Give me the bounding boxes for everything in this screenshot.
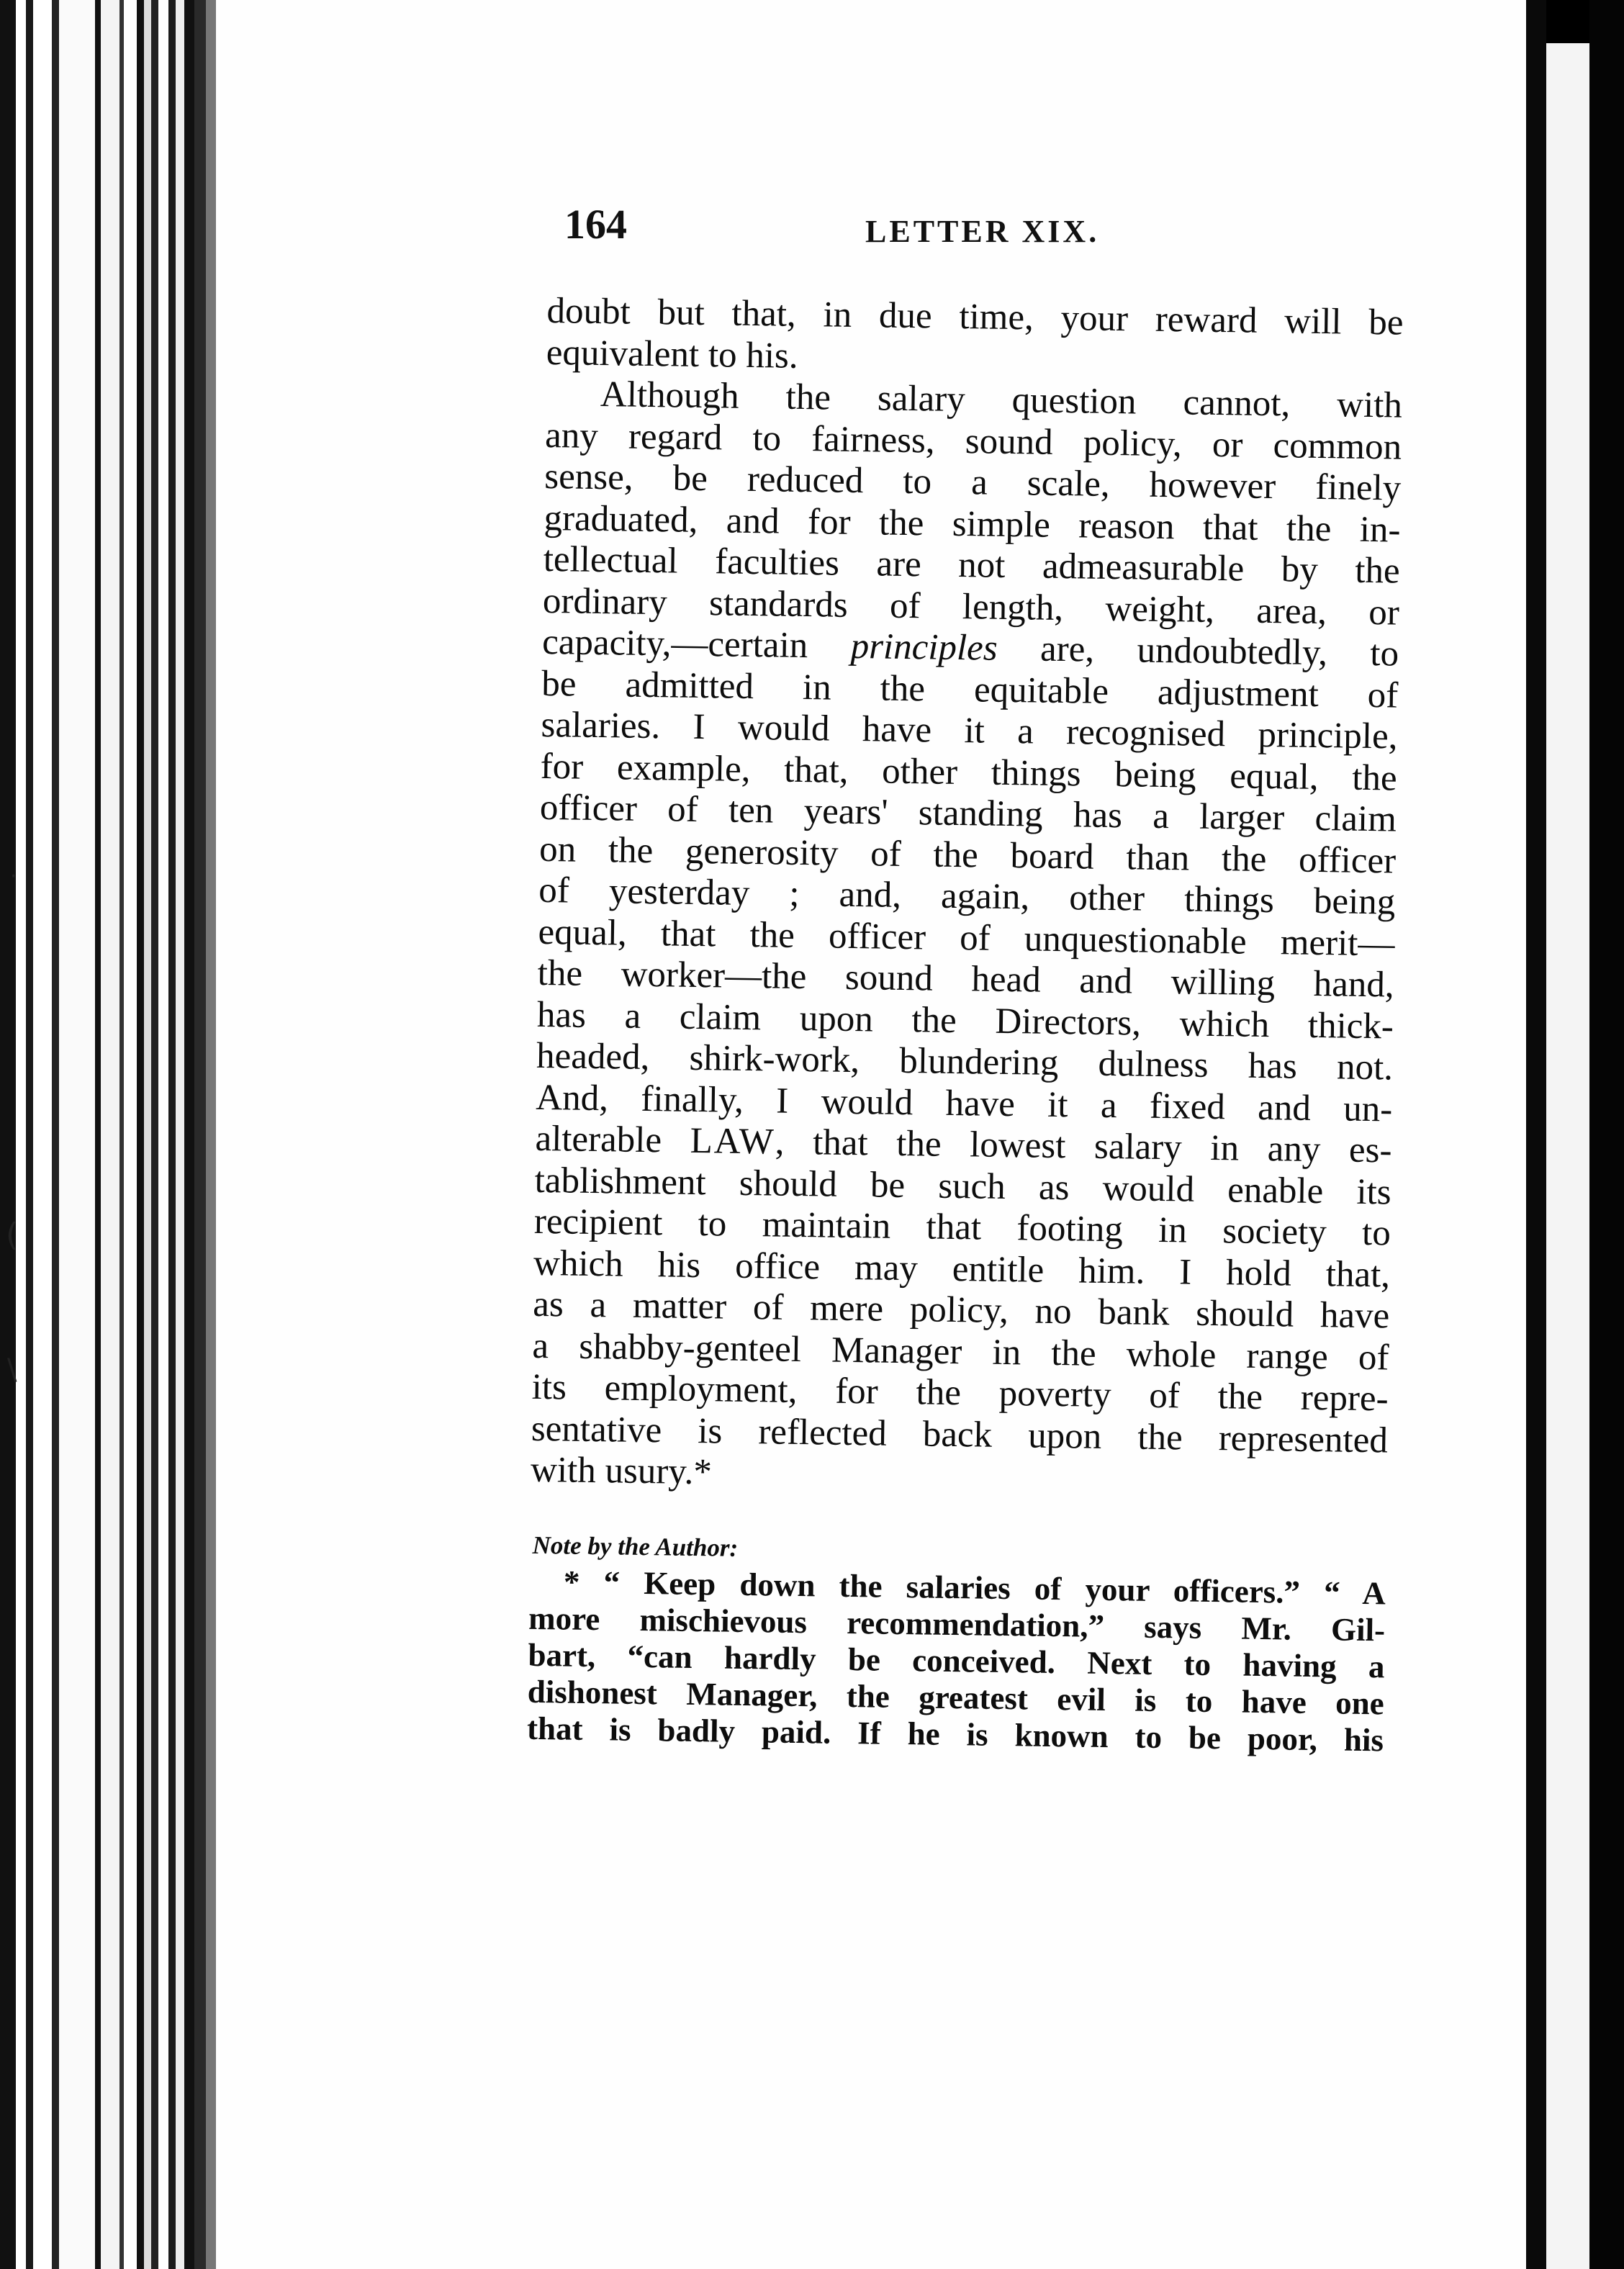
footnote-line: dishonest Manager, the greatest evil is to have one xyxy=(527,1673,1385,1721)
scan-right-border xyxy=(1589,0,1624,2269)
text-line: equivalent to his. xyxy=(546,332,799,376)
text-line: And, finally, I would have it a fixed and un- xyxy=(535,1077,1393,1130)
small-caps-word: LAW xyxy=(690,1120,776,1163)
text-line: headed, shirk-work, blundering dulness has not. xyxy=(536,1035,1394,1088)
text-line: the worker—the sound head and willing hand, xyxy=(537,952,1395,1006)
footnote-line: * “ Keep down the salaries of your officers.” “ A xyxy=(563,1563,1386,1611)
margin-speck: ( xyxy=(6,1217,19,1253)
text-line: which his office may entitle him. I hold that, xyxy=(533,1242,1391,1295)
text-line: sentative is reflected back upon the represented xyxy=(531,1408,1389,1461)
text-line: for example, that, other things being equal, the xyxy=(540,746,1398,799)
text-line: any regard to fairness, sound policy, or common xyxy=(544,415,1402,468)
text-fragment: , that the lowest salary in any es- xyxy=(775,1122,1392,1171)
book-binding xyxy=(0,0,216,2269)
margin-speck: \ xyxy=(7,1353,17,1386)
text-line: with usury.* xyxy=(530,1449,713,1493)
text-line: ordinary standards of length, weight, area, or xyxy=(542,580,1400,633)
page-number: 164 xyxy=(564,201,627,248)
footnote-label: Note by the Author: xyxy=(532,1530,739,1562)
text-line: graduated, and for the simple reason that the in- xyxy=(543,497,1401,551)
text-line: salaries. I would have it a recognised principle, xyxy=(541,704,1398,757)
text-line: doubt but that, in due time, your reward will be xyxy=(546,291,1404,343)
text-line: sense, be reduced to a scale, however finely xyxy=(544,456,1402,509)
text-fragment: are, undoubtedly, to xyxy=(1039,628,1399,675)
adjacent-page-strip xyxy=(1546,43,1589,2269)
text-line: as a matter of mere policy, no bank should have xyxy=(532,1284,1390,1337)
text-line: a shabby-genteel Manager in the whole range of xyxy=(532,1325,1389,1378)
text-line: be admitted in the equitable adjustment of xyxy=(541,663,1399,716)
margin-speck: · xyxy=(10,864,17,889)
italic-word: principles xyxy=(850,626,998,669)
running-head xyxy=(554,200,1389,258)
page-right-edge xyxy=(1526,0,1546,2269)
text-line: its employment, for the poverty of the repre- xyxy=(531,1366,1389,1420)
text-fragment: alterable xyxy=(535,1118,662,1161)
text-line: tablishment should be such as would enable its xyxy=(534,1160,1392,1212)
footnote-line: that is badly paid. If he is known to be poor, his xyxy=(526,1710,1384,1758)
text-line: of yesterday ; and, again, other things being xyxy=(538,870,1396,923)
text-line: Although the salary question cannot, with xyxy=(600,374,1403,426)
footnote-line: more mischievous recommendation,” says Mr. Gil- xyxy=(528,1600,1386,1648)
text-line: on the generosity of the board than the officer xyxy=(538,829,1397,882)
body-text xyxy=(527,291,1404,1759)
text-line: recipient to maintain that footing in society to xyxy=(533,1201,1391,1254)
text-fragment: capacity,—certain xyxy=(541,621,808,667)
footnote-line: bart, “can hardly be conceived. Next to having a xyxy=(528,1636,1385,1684)
text-line: equal, that the officer of unquestionable merit— xyxy=(538,911,1395,965)
text-line: has a claim upon the Directors, which thick- xyxy=(536,994,1394,1047)
running-title: LETTER XIX. xyxy=(865,214,1100,249)
text-line: officer of ten years' standing has a larger claim xyxy=(539,787,1397,840)
text-line: tellectual faculties are not admeasurable by the xyxy=(543,538,1401,592)
